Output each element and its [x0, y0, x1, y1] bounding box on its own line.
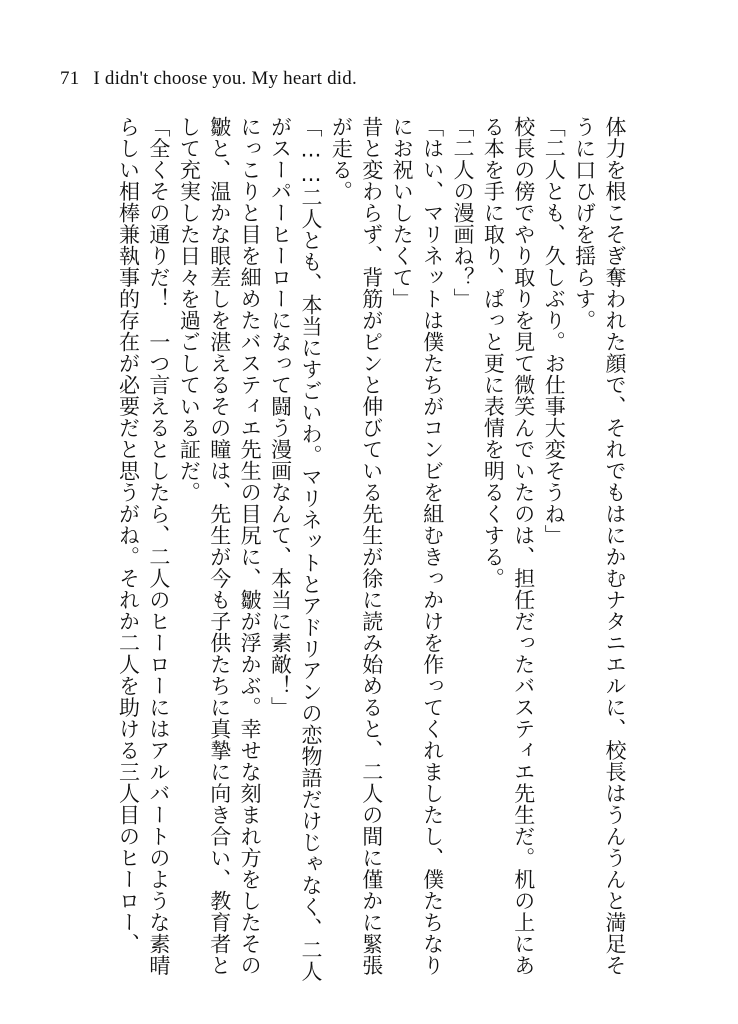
- running-title: I didn't choose you. My heart did.: [93, 68, 357, 89]
- paragraph: 「……二人とも、本当にすごいわ。マリネットとアドリアンの恋物語だけじゃなく、二人がスーパーヒーローになって闘う漫画なんて、本当に素敵！」: [268, 116, 323, 982]
- page-number: 71: [60, 68, 80, 89]
- paragraph: 「はい、マリネットは僕たちがコンビを組むきっかけを作ってくれましたし、僕たちなりにお祝いしたくて」: [390, 116, 445, 976]
- paragraph: 「二人とも、久しぶり。お仕事大変そうね」: [542, 116, 567, 546]
- paragraph: 「二人の漫画ね？」: [450, 116, 475, 310]
- vertical-body-text: [113, 116, 630, 996]
- paragraph: にっこりと目を細めたバスティエ先生の目尻に、皺が浮かぶ。幸せな刻まれ方をしたその皺と、温かな眼差しを湛えるその瞳は、先生が今も子供たちに真摯に向き合い、教育者として充実した日々を過ごしている証だ。: [177, 116, 263, 976]
- paragraph: 「全くその通りだ！ 一つ言えるとしたら、二人のヒーローにはアルバートのような素晴らしい相棒兼執事的存在が必要だと思うがね。それか二人を助ける三人目のヒーロー、: [116, 116, 171, 976]
- paragraph: 体力を根こそぎ奪われた顔で、それでもはにかむナタニエルに、校長はうんうんと満足そうに口ひげを揺らす。: [572, 116, 627, 976]
- paragraph: 昔と変わらず、背筋がピンと伸びている先生が徐に読み始めると、二人の間に僅かに緊張が走る。: [329, 116, 384, 976]
- paragraph: 校長の傍でやり取りを見て微笑んでいたのは、担任だったバスティエ先生だ。机の上にある本を手に取り、ぱっと更に表情を明るくする。: [481, 116, 536, 976]
- page-header: [60, 68, 357, 90]
